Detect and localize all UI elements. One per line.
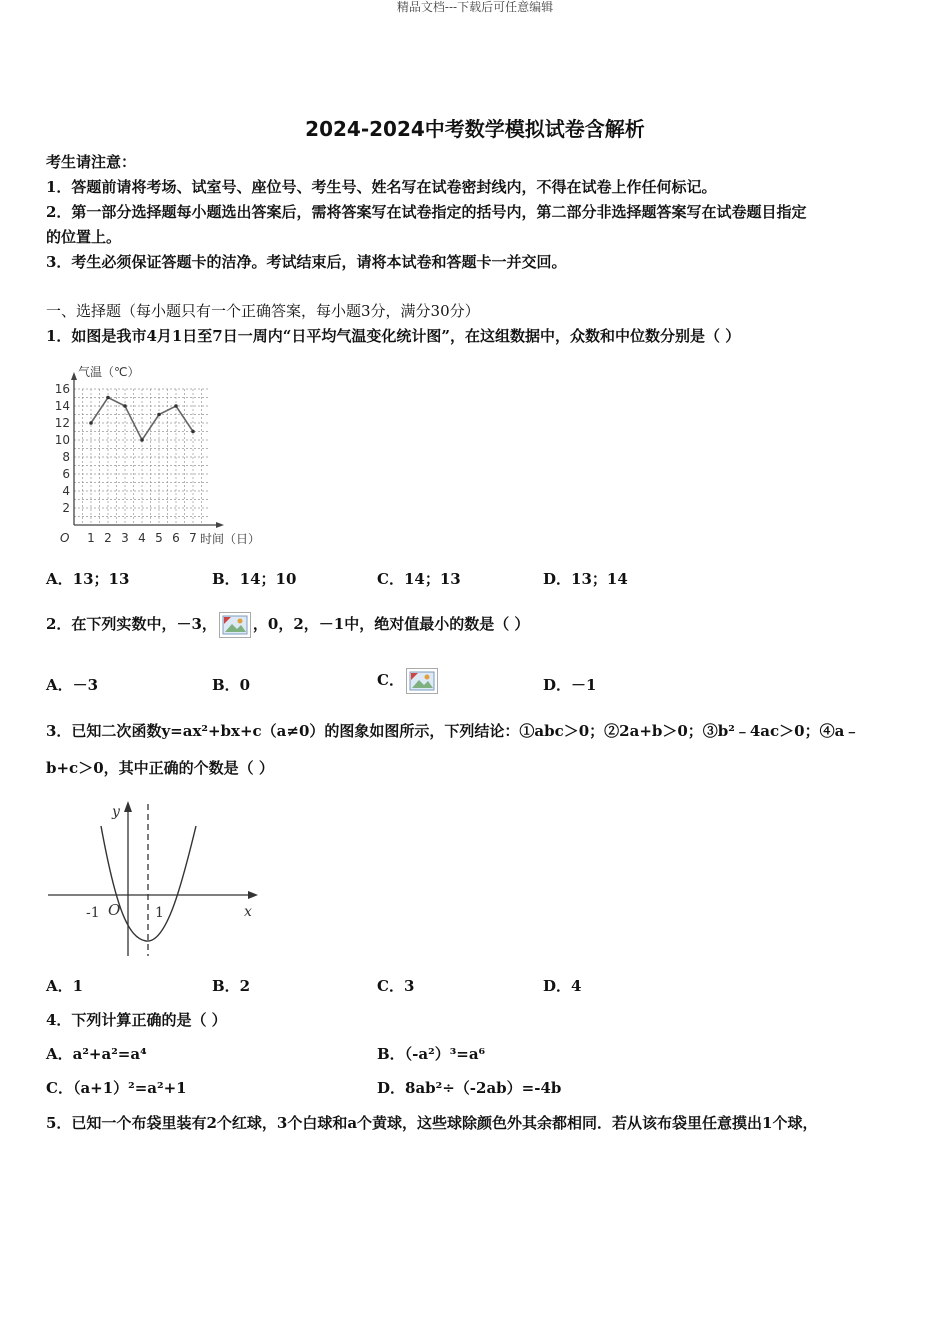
q5-text: 5．已知一个布袋里装有2个红球，3个白球和a个黄球，这些球除颜色外其余都相同．若从该布袋里任意摸出1个球， [46, 1114, 818, 1132]
q2-option-b[interactable]: B．0 [212, 676, 251, 694]
y-tick-label: 2 [62, 501, 70, 515]
data-point [106, 396, 110, 400]
tick-one: 1 [155, 905, 164, 921]
data-point [140, 438, 144, 442]
x-tick-label: 3 [121, 531, 129, 545]
y-tick-label: 6 [62, 467, 70, 481]
x-tick-label: 1 [87, 531, 95, 545]
q3-option-d[interactable]: D．4 [543, 977, 582, 995]
q1-option-d[interactable]: D．13；14 [543, 570, 628, 588]
notice-item-1: 1．答题前请将考场、试室号、座位号、考生号、姓名写在试卷密封线内，不得在试卷上作任何标记。 [46, 178, 717, 196]
y-tick-label: 12 [54, 416, 70, 430]
q4-option-b[interactable]: B．（-a²）³=a⁶ [377, 1045, 486, 1063]
x-tick-label: 2 [104, 531, 112, 545]
q2-option-c-label: C． [377, 671, 404, 689]
page-title: 2024-2024中考数学模拟试卷含解析 [305, 117, 645, 141]
tick-neg-one: -1 [86, 905, 100, 921]
q4-text: 4．下列计算正确的是（ ） [46, 1011, 227, 1029]
q4-option-d[interactable]: D．8ab²÷（-2ab）=-4b [377, 1079, 562, 1097]
notice-heading: 考生请注意： [46, 153, 137, 171]
q1-option-b[interactable]: B．14；10 [212, 570, 297, 588]
data-point [89, 421, 93, 425]
y-tick-label: 4 [62, 484, 70, 498]
page-header: 精品文档---下载后可任意编辑 [396, 0, 554, 14]
parabola-graph [46, 798, 266, 958]
data-point [157, 413, 161, 417]
broken-image-icon [406, 668, 438, 694]
y-axis-arrow [124, 801, 132, 812]
notice-item-2b: 的位置上。 [46, 228, 122, 246]
q2-text-after: ，0，2，－1中，绝对值最小的数是（ ） [252, 615, 530, 633]
y-label: y [112, 804, 120, 820]
y-tick-label: 8 [62, 450, 70, 464]
y-tick-label: 16 [54, 382, 70, 396]
parabola-curve [101, 826, 196, 941]
y-tick-label: 10 [54, 433, 70, 447]
q1-text: 1．如图是我市4月1日至7日一周内“日平均气温变化统计图”，在这组数据中，众数和中位数分别是（ ） [46, 327, 741, 345]
q3-line-1: 3．已知二次函数y=ax²+bx+c（a≠0）的图象如图所示，下列结论：①abc＞0；②2a+b＞0；③b²﹣4ac＞0；④a﹣ [46, 722, 860, 740]
x-label: x [244, 904, 252, 920]
data-point [123, 404, 127, 408]
notice-item-2a: 2．第一部分选择题每小题选出答案后，需将答案写在试卷指定的括号内，第二部分非选择题答案写在试卷题目指定 [46, 203, 807, 221]
x-tick-label: 7 [189, 531, 197, 545]
q2-option-a[interactable]: A．－3 [46, 676, 99, 694]
data-point [174, 404, 178, 408]
x-axis-label: 时间（日） [200, 532, 261, 546]
y-axis-arrow [71, 372, 77, 380]
notice-item-3: 3．考生必须保证答题卡的洁净。考试结束后，请将本试卷和答题卡一并交回。 [46, 253, 567, 271]
temperature-line-chart [46, 356, 276, 551]
x-tick-label: 4 [138, 531, 146, 545]
q4-option-a[interactable]: A．a²+a²=a⁴ [46, 1045, 147, 1063]
y-axis-label: 气温（℃） [78, 365, 140, 379]
q2-text [46, 608, 529, 640]
q3-option-a[interactable]: A．1 [46, 977, 84, 995]
q2-option-d[interactable]: D．－1 [543, 676, 597, 694]
q3-option-c[interactable]: C．3 [377, 977, 415, 995]
q2-text-before: 2．在下列实数中，－3， [46, 615, 217, 633]
data-point [191, 430, 195, 434]
q4-option-c[interactable]: C．（a+1）²=a²+1 [46, 1079, 187, 1097]
origin-label: O [60, 531, 70, 545]
x-axis-arrow [216, 522, 224, 528]
x-axis-arrow [248, 891, 258, 899]
origin-label: O [108, 901, 121, 919]
q3-line-2: b+c＞0，其中正确的个数是（ ） [46, 759, 274, 777]
section-heading: 一、选择题（每小题只有一个正确答案，每小题3分，满分30分） [46, 302, 480, 320]
q2-option-c[interactable] [377, 664, 440, 696]
q3-option-b[interactable]: B．2 [212, 977, 251, 995]
y-tick-label: 14 [54, 399, 70, 413]
q1-option-a[interactable]: A．13；13 [46, 570, 130, 588]
broken-image-icon [219, 612, 251, 638]
q1-option-c[interactable]: C．14；13 [377, 570, 461, 588]
x-tick-label: 5 [155, 531, 163, 545]
x-tick-label: 6 [172, 531, 180, 545]
